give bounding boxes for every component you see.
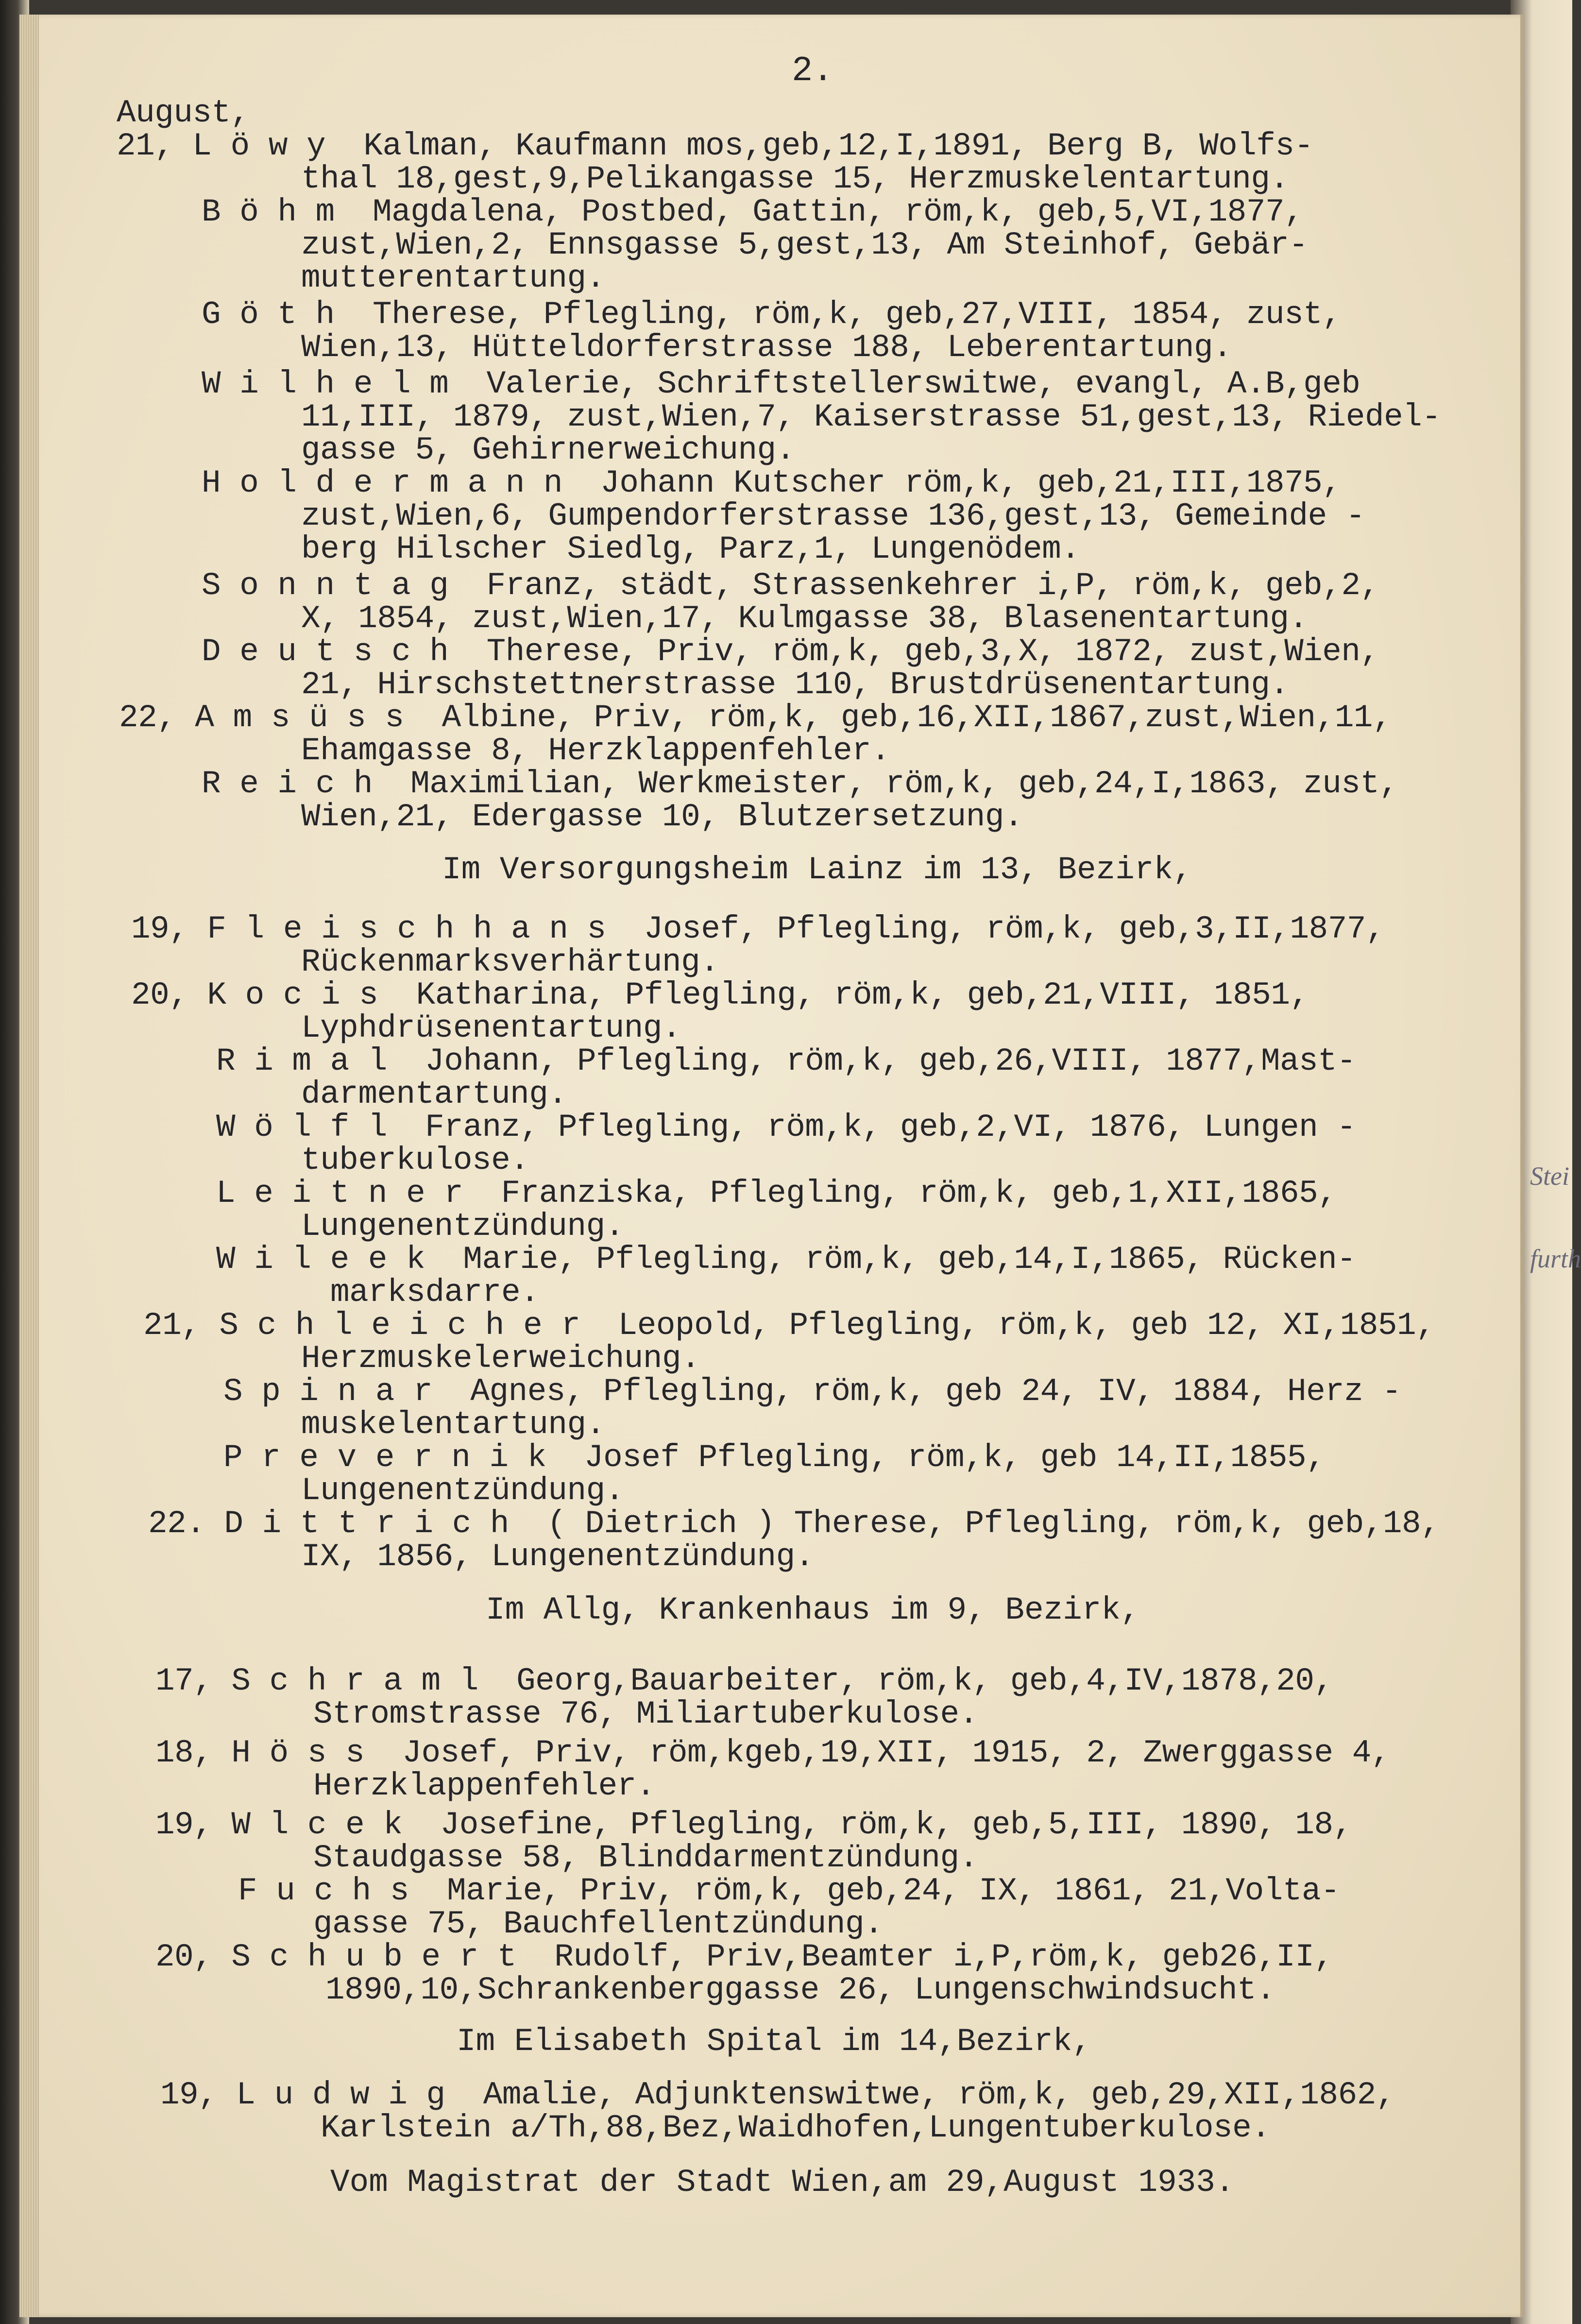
entry-line: 21, L ö w y Kalman, Kaufmann mos,geb,12,I,1891, Berg B, Wolfs-: [117, 128, 1313, 164]
entry-line: 17, S c h r a m l Georg,Bauarbeiter, röm,k, geb,4,IV,1878,20,: [155, 1663, 1333, 1699]
entry-line: W i l e e k Marie, Pflegling, röm,k, geb,14,I,1865, Rücken-: [216, 1241, 1356, 1278]
entry-line: Wien,13, Hütteldorferstrasse 188, Leberentartung.: [301, 329, 1232, 366]
entry-line: Karlstein a/Th,88,Bez,Waidhofen,Lungentuberkulose.: [321, 2110, 1271, 2146]
entry-line: gasse 5, Gehirnerweichung.: [301, 432, 795, 468]
entry-line: zust,Wien,6, Gumpendorferstrasse 136,gest,13, Gemeinde -: [301, 498, 1365, 534]
entry-line: Rückenmarksverhärtung.: [301, 944, 719, 980]
entry-line: 20, K o c i s Katharina, Pflegling, röm,k, geb,21,VIII, 1851,: [131, 977, 1309, 1013]
entry-line: D e u t s c h Therese, Priv, röm,k, geb,3,X, 1872, zust,Wien,: [202, 633, 1379, 670]
entry-line: Herzklappenfehler.: [313, 1768, 655, 1804]
entry-line: P r e v e r n i k Josef Pflegling, röm,k, geb 14,II,1855,: [223, 1439, 1326, 1476]
page-number: 2.: [792, 51, 833, 91]
entry-line: H o l d e r m a n n Johann Kutscher röm,k, geb,21,III,1875,: [202, 465, 1342, 501]
entry-line: gasse 75, Bauchfellentzündung.: [313, 1906, 884, 1942]
entry-line: 19, L u d w i g Amalie, Adjunktenswitwe, röm,k, geb,29,XII,1862,: [160, 2077, 1395, 2113]
entry-line: marksdarre.: [330, 1274, 540, 1311]
entry-line: tuberkulose.: [301, 1142, 529, 1179]
entry-line: 22. D i t t r i c h ( Dietrich ) Therese, Pflegling, röm,k, geb,18,: [148, 1505, 1440, 1542]
entry-line: thal 18,gest,9,Pelikangasse 15, Herzmuskelentartung.: [301, 161, 1289, 197]
entry-line: berg Hilscher Siedlg, Parz,1, Lungenödem.: [301, 531, 1080, 567]
entry-line: Herzmuskelerweichung.: [301, 1340, 700, 1377]
entry-line: muskelentartung.: [301, 1406, 605, 1443]
entry-line: August,: [117, 95, 250, 131]
document-page: [19, 15, 1523, 2317]
entry-line: 11,III, 1879, zust,Wien,7, Kaiserstrasse 51,gest,13, Riedel-: [301, 399, 1441, 435]
entry-line: 18, H ö s s Josef, Priv, röm,kgeb,19,XII, 1915, 2, Zwerggasse 4,: [155, 1735, 1390, 1771]
entry-line: R e i c h Maximilian, Werkmeister, röm,k, geb,24,I,1863, zust,: [202, 766, 1398, 802]
margin-mark: furth: [1530, 1244, 1581, 1273]
section-heading: Im Allg, Krankenhaus im 9, Bezirk,: [486, 1592, 1140, 1628]
entry-line: 19, F l e i s c h h a n s Josef, Pflegling, röm,k, geb,3,II,1877,: [131, 911, 1385, 947]
entry-line: mutterentartung.: [301, 260, 605, 296]
entry-line: X, 1854, zust,Wien,17, Kulmgasse 38, Blasenentartung.: [301, 600, 1308, 637]
entry-line: zust,Wien,2, Ennsgasse 5,gest,13, Am Steinhof, Gebär-: [301, 227, 1308, 263]
page-stack-edges: [19, 15, 39, 2317]
entry-line: Lyphdrüsenentartung.: [301, 1010, 681, 1046]
entry-line: 21, S c h l e i c h e r Leopold, Pflegling, röm,k, geb 12, XI,1851,: [143, 1307, 1435, 1344]
entry-line: 20, S c h u b e r t Rudolf, Priv,Beamter i,P,röm,k, geb26,II,: [155, 1939, 1333, 1975]
entry-line: IX, 1856, Lungenentzündung.: [301, 1538, 814, 1575]
entry-line: F u c h s Marie, Priv, röm,k, geb,24, IX, 1861, 21,Volta-: [238, 1873, 1340, 1909]
entry-line: Lungenentzündung.: [301, 1208, 624, 1245]
entry-line: W i l h e l m Valerie, Schriftstellerswitwe, evangl, A.B,geb: [202, 366, 1360, 402]
entry-line: Staudgasse 58, Blinddarmentzündung.: [313, 1840, 978, 1876]
entry-line: R i m a l Johann, Pflegling, röm,k, geb,26,VIII, 1877,Mast-: [216, 1043, 1356, 1079]
signature-line: Vom Magistrat der Stadt Wien,am 29,August 1933.: [330, 2164, 1235, 2201]
margin-mark: Stei: [1530, 1162, 1569, 1191]
entry-line: S o n n t a g Franz, städt, Strassenkehrer i,P, röm,k, geb,2,: [202, 567, 1379, 604]
entry-line: 1890,10,Schrankenberggasse 26, Lungenschwindsucht.: [325, 1972, 1275, 2008]
entry-line: B ö h m Magdalena, Postbed, Gattin, röm,k, geb,5,VI,1877,: [202, 194, 1304, 230]
entry-line: darmentartung.: [301, 1076, 567, 1112]
entry-line: Ehamgasse 8, Herzklappenfehler.: [301, 733, 890, 769]
entry-line: 22, A m s ü s s Albine, Priv, röm,k, geb,16,XII,1867,zust,Wien,11,: [119, 700, 1392, 736]
entry-line: L e i t n e r Franziska, Pflegling, röm,k, geb,1,XII,1865,: [216, 1175, 1337, 1212]
entry-line: W ö l f l Franz, Pflegling, röm,k, geb,2,VI, 1876, Lungen -: [216, 1109, 1356, 1145]
entry-line: S p i n a r Agnes, Pflegling, röm,k, geb 24, IV, 1884, Herz -: [223, 1373, 1401, 1410]
entry-line: Stromstrasse 76, Miliartuberkulose.: [313, 1696, 978, 1732]
entry-line: 21, Hirschstettnerstrasse 110, Brustdrüsenentartung.: [301, 666, 1289, 703]
entry-line: G ö t h Therese, Pflegling, röm,k, geb,27,VIII, 1854, zust,: [202, 296, 1342, 333]
section-heading: Im Elisabeth Spital im 14,Bezirk,: [457, 2023, 1092, 2060]
entry-line: Lungenentzündung.: [301, 1472, 624, 1509]
section-heading: Im Versorgungsheim Lainz im 13, Bezirk,: [442, 852, 1192, 888]
entry-line: 19, W l c e k Josefine, Pflegling, röm,k, geb,5,III, 1890, 18,: [155, 1807, 1352, 1843]
entry-line: Wien,21, Edergasse 10, Blutzersetzung.: [301, 799, 1023, 835]
